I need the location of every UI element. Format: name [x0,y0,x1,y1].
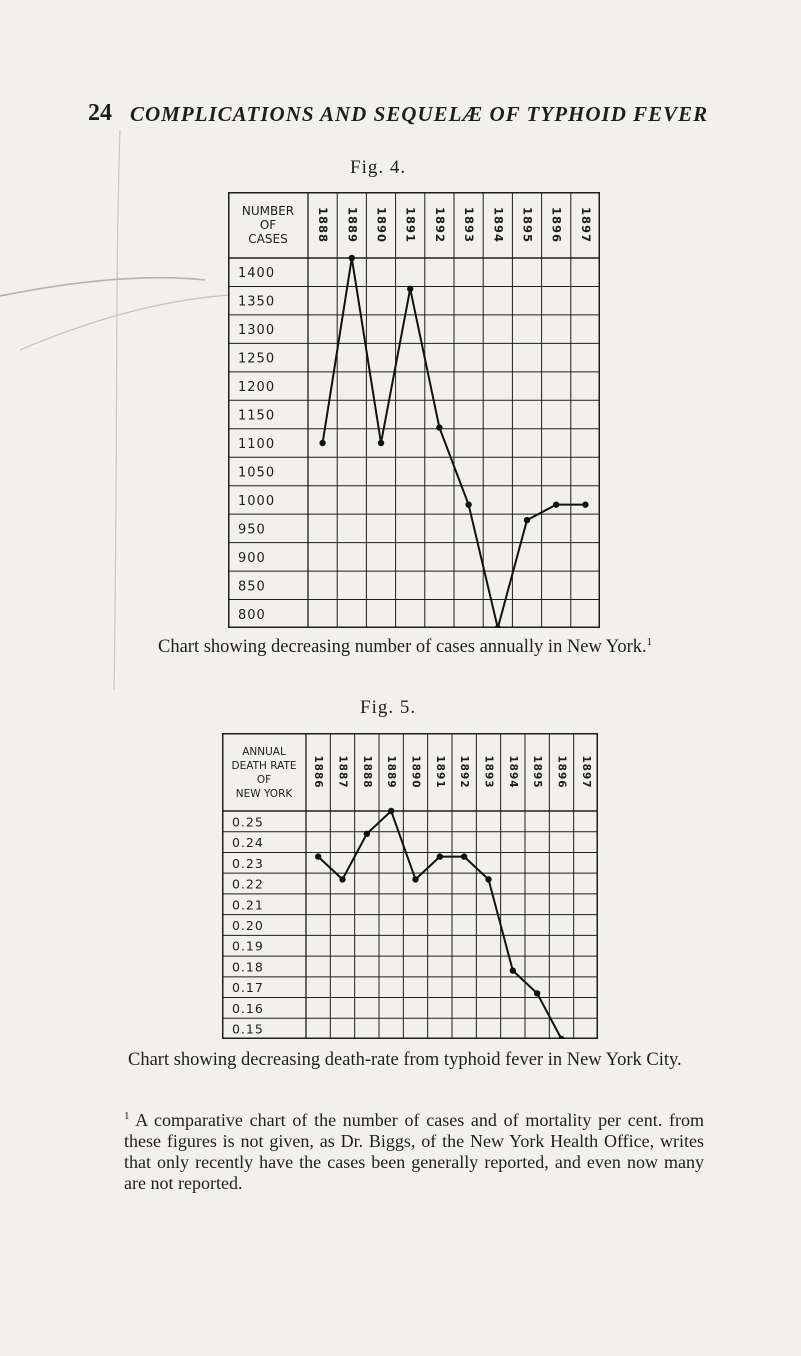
x-tick-label: 1895 [520,206,535,244]
x-tick-label: 1896 [555,755,568,789]
data-point [412,876,418,882]
y-tick-label: 1000 [238,493,276,509]
y-tick-label: 0.18 [232,959,264,975]
x-tick-label: 1894 [491,206,506,244]
x-tick-label: 1888 [360,755,373,789]
x-tick-label: 1891 [403,206,418,244]
x-tick-label: 1892 [458,755,471,789]
figure-5-label: Fig. 5. [360,697,417,718]
data-point [524,517,530,523]
data-point [582,501,588,507]
y-tick-label: 0.24 [232,835,264,851]
figure-4-caption [158,636,652,658]
data-point [510,967,516,973]
y-tick-label: 0.19 [232,938,264,954]
y-tick-label: 1050 [238,465,276,481]
y-tick-label: 900 [238,550,266,566]
data-point [485,876,491,882]
y-tick-label: 0.16 [232,1000,264,1016]
y-tick-label: 950 [238,522,266,538]
x-tick-label: 1887 [336,755,349,789]
data-point [534,990,540,996]
y-tick-label: 1150 [238,408,276,424]
y-tick-label: 0.20 [232,918,264,933]
data-point [364,831,370,837]
data-point [495,625,501,628]
x-tick-label: 1886 [312,755,325,789]
y-tick-label: 1400 [238,266,276,282]
x-tick-label: 1888 [316,206,331,244]
data-point [388,808,394,814]
footnote-text: A comparative chart of the number of cases and of mortality per cent. from these figures is not given, as Dr. Biggs, of the New York Health Office, writes that only recently have the cases been generally reported, and even now many are not reported. [124,1110,704,1193]
y-tick-label: 1350 [238,294,276,310]
figure-4-caption-note: 1 [646,636,653,648]
x-tick-label: 1897 [578,206,593,244]
y-tick-label: 0.17 [232,980,264,996]
y-tick-label: 800 [238,607,266,623]
header-label: NUMBER [241,204,295,218]
header-label: OF [256,774,272,786]
figure-4-caption-text: Chart showing decreasing number of cases annually in New York. [158,637,647,658]
header-label: CASES [248,232,288,246]
data-point [315,853,321,859]
figure-5-caption: Chart showing decreasing death-rate from typhoid fever in New York City. [128,1050,682,1070]
x-tick-label: 1889 [385,755,398,789]
y-tick-label: 1100 [238,437,276,452]
x-tick-label: 1893 [482,755,495,789]
y-tick-label: 0.22 [232,876,264,892]
data-point [436,424,442,430]
cases-chart [228,192,600,628]
data-point [553,501,559,507]
y-tick-label: 0.15 [232,1021,264,1037]
y-tick-label: 0.23 [232,855,264,871]
data-point [407,286,413,292]
y-tick-label: 0.21 [232,897,264,913]
x-tick-label: 1897 [579,755,592,789]
y-tick-label: 1200 [238,380,276,396]
y-tick-label: 850 [238,579,266,595]
x-tick-label: 1890 [374,206,389,244]
header-label: OF [259,218,277,232]
data-point [437,853,443,859]
header-label: NEW YORK [235,788,293,800]
x-tick-label: 1896 [549,206,564,244]
death-rate-chart [222,733,598,1039]
page-header [0,100,801,140]
y-tick-label: 1300 [238,323,276,339]
page-number: 24 [88,100,112,126]
header-label: DEATH RATE [231,760,297,772]
y-tick-label: 0.25 [232,814,264,830]
y-tick-label: 1250 [238,351,276,367]
x-tick-label: 1892 [432,206,447,244]
x-tick-label: 1895 [531,755,544,789]
data-point [349,255,355,261]
footnote-marker: 1 [124,1110,130,1122]
data-point [465,501,471,507]
running-title: COMPLICATIONS AND SEQUELÆ OF TYPHOID FEVER [130,102,709,126]
x-tick-label: 1891 [433,755,446,789]
x-tick-label: 1894 [506,755,519,789]
x-tick-label: 1890 [409,755,422,789]
x-tick-label: 1893 [462,206,477,244]
data-point [378,440,384,446]
footnote [124,1106,704,1194]
data-point [461,853,467,859]
header-label: ANNUAL [242,746,286,758]
x-tick-label: 1889 [345,206,360,244]
data-point [339,876,345,882]
figure-4-label: Fig. 4. [350,157,407,178]
data-point [319,440,325,446]
